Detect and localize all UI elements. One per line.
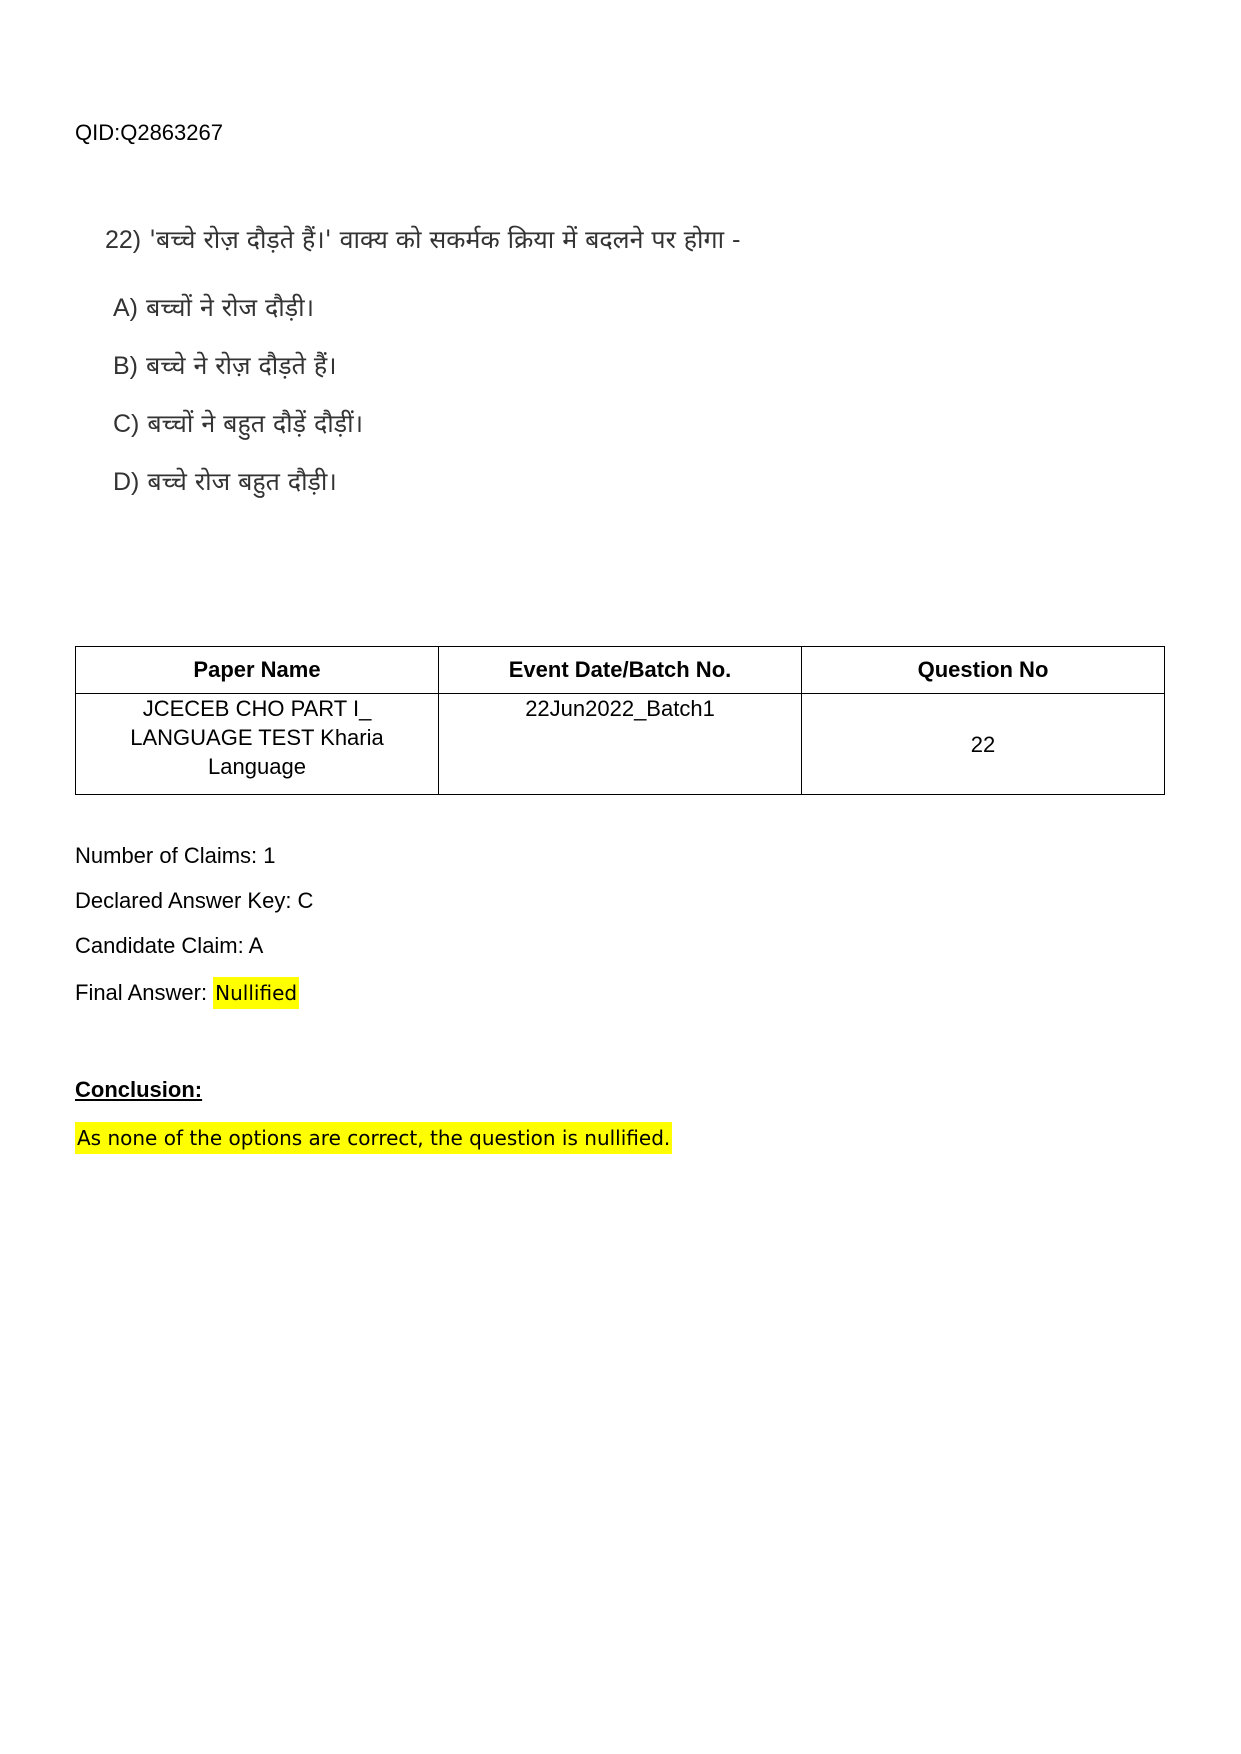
- cell-question-no: 22: [802, 694, 1165, 795]
- final-answer-value: Nullified: [213, 977, 299, 1009]
- option-text: बच्चे रोज बहुत दौड़ी।: [147, 467, 337, 496]
- final-answer: [75, 980, 299, 1006]
- table-row: [76, 694, 1165, 795]
- cell-event-batch: 22Jun2022_Batch1: [439, 694, 802, 795]
- question-text: [105, 225, 825, 255]
- question-id: QID:Q2863267: [75, 120, 223, 145]
- header-event-batch: Event Date/Batch No.: [439, 647, 802, 694]
- final-answer-label: Final Answer:: [75, 980, 214, 1005]
- paper-name-line: JCECEB CHO PART I_: [142, 696, 372, 721]
- option-label: B): [113, 352, 138, 380]
- declared-answer-key: Declared Answer Key: C: [75, 888, 314, 913]
- option-label: C): [113, 410, 140, 438]
- option-label: A): [113, 294, 138, 322]
- option-text: बच्चों ने रोज दौड़ी।: [145, 293, 315, 322]
- option-label: D): [113, 468, 140, 496]
- question-block: [105, 225, 825, 525]
- option-b: [113, 351, 825, 381]
- header-question-no: Question No: [802, 647, 1165, 694]
- option-text: बच्चे ने रोज़ दौड़ते हैं।: [145, 351, 337, 380]
- paper-info-table: [75, 646, 1165, 795]
- option-a: [113, 293, 825, 323]
- number-of-claims: Number of Claims: 1: [75, 843, 276, 868]
- question-stem: 'बच्चे रोज़ दौड़ते हैं।' वाक्य को सकर्मक क्रिया में बदलने पर होगा -: [149, 225, 741, 254]
- conclusion-heading: Conclusion:: [75, 1077, 203, 1102]
- option-c: [113, 409, 825, 439]
- paper-name-line: Language: [208, 754, 306, 779]
- option-text: बच्चों ने बहुत दौड़ें दौड़ीं।: [147, 409, 364, 438]
- paper-name-line: LANGUAGE TEST Kharia: [130, 725, 384, 750]
- table-header-row: [76, 647, 1165, 694]
- cell-paper-name: [76, 694, 439, 795]
- conclusion-text: As none of the options are correct, the question is nullified.: [75, 1122, 672, 1154]
- question-number: 22): [105, 226, 142, 254]
- option-d: [113, 467, 825, 497]
- header-paper-name: Paper Name: [76, 647, 439, 694]
- candidate-claim: Candidate Claim: A: [75, 933, 264, 958]
